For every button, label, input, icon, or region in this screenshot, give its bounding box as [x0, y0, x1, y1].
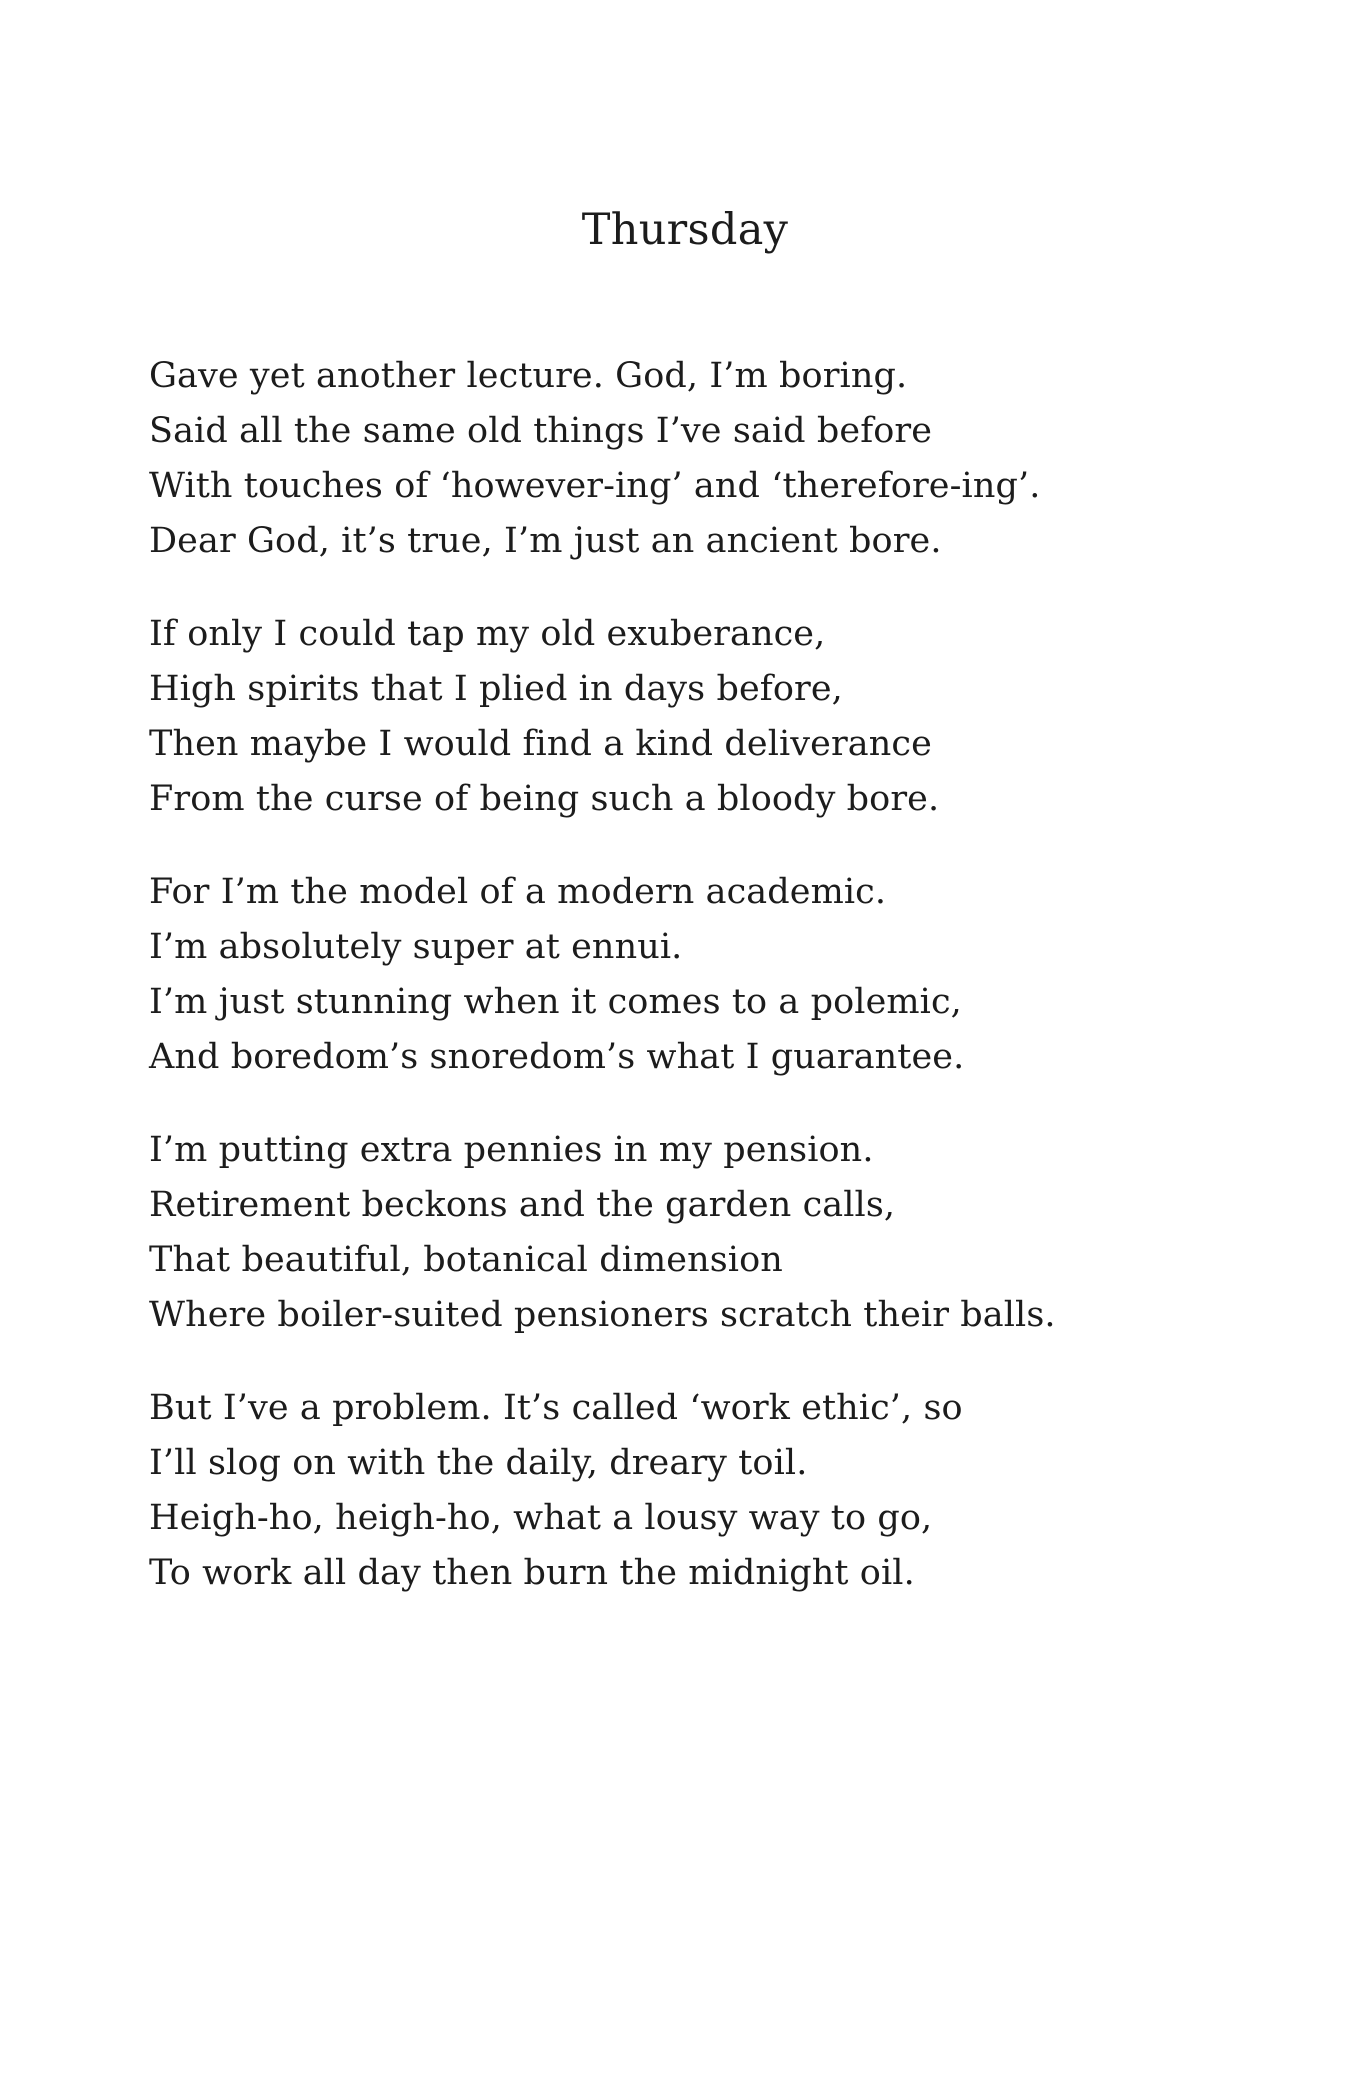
poem-line: That beautiful, botanical dimension — [149, 1240, 783, 1280]
stanza-1 — [149, 349, 1269, 569]
poem-line: I’m just stunning when it comes to a polemic, — [149, 982, 962, 1022]
poem-line: Then maybe I would find a kind deliverance — [149, 724, 932, 764]
poem-line: And boredom’s snoredom’s what I guarantee. — [149, 1037, 965, 1077]
poem-line: If only I could tap my old exuberance, — [149, 614, 826, 654]
poem-line: With touches of ‘however-ing’ and ‘therefore-ing’. — [149, 466, 1041, 506]
poem-body — [149, 349, 1269, 1639]
poem-line: But I’ve a problem. It’s called ‘work ethic’, so — [149, 1388, 963, 1428]
stanza-2 — [149, 607, 1269, 827]
poem-line: High spirits that I plied in days before, — [149, 669, 843, 709]
poem-line: Dear God, it’s true, I’m just an ancient bore. — [149, 521, 942, 561]
poem-line: Gave yet another lecture. God, I’m boring. — [149, 356, 908, 396]
poem-line: Retirement beckons and the garden calls, — [149, 1185, 896, 1225]
poem-title: Thursday — [581, 205, 789, 255]
poem-line: I’m absolutely super at ennui. — [149, 927, 683, 967]
poem-line: To work all day then burn the midnight oil. — [149, 1553, 915, 1593]
stanza-4 — [149, 1123, 1269, 1343]
poem-line: Said all the same old things I’ve said before — [149, 411, 933, 451]
poem-line: Heigh-ho, heigh-ho, what a lousy way to go, — [149, 1498, 933, 1538]
stanza-3 — [149, 865, 1269, 1085]
poem-line: I’m putting extra pennies in my pension. — [149, 1130, 874, 1170]
stanza-5 — [149, 1381, 1269, 1601]
poem-line: Where boiler-suited pensioners scratch their balls. — [149, 1295, 1056, 1335]
poem-line: For I’m the model of a modern academic. — [149, 872, 887, 912]
poem-line: I’ll slog on with the daily, dreary toil. — [149, 1443, 808, 1483]
poem-line: From the curse of being such a bloody bore. — [149, 779, 940, 819]
